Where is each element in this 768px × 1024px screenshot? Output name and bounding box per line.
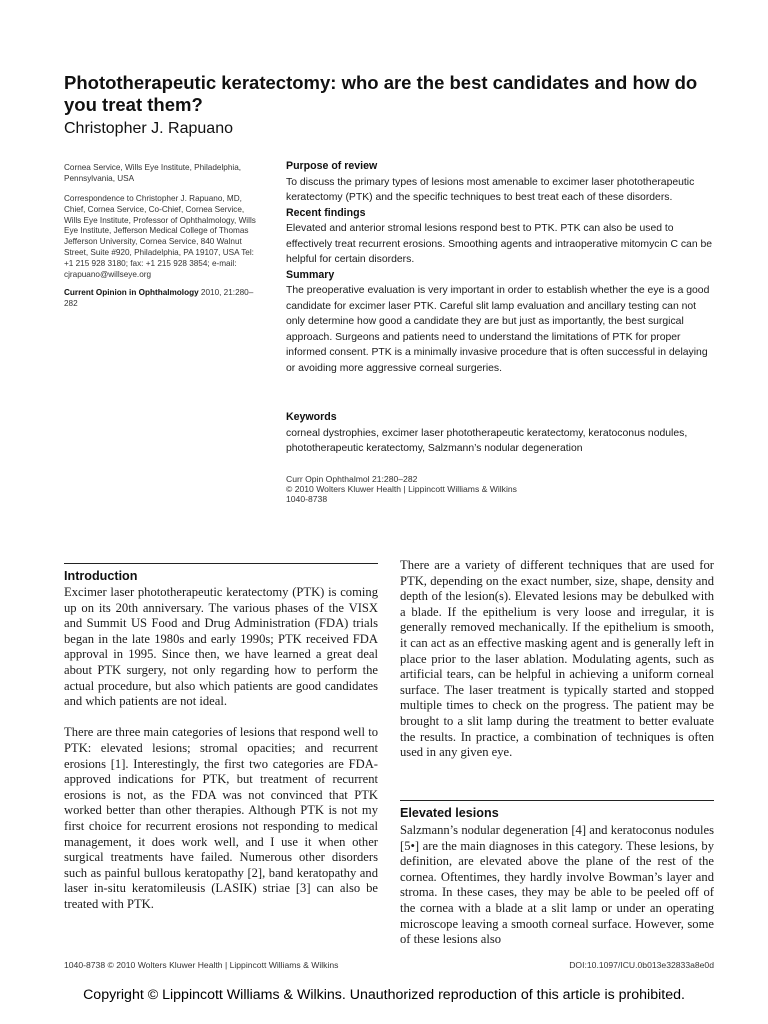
keywords-block: [286, 410, 716, 457]
summary-text: The preoperative evaluation is very important in order to establish whether the eye is a good candidate for excimer laser PTK. Careful slit lamp evaluation and ancillary testing can not only determine how good a candidate they are but just as importantly, the best surgical approach. Surgeons and patients need to understand the limitations of PTK for proper informed consent. PTK is a minimally invasive procedure that is often successful in delaying or avoiding more aggressive corneal surgeries.: [286, 285, 710, 374]
introduction-body: [64, 585, 378, 912]
keywords-heading: Keywords: [286, 411, 337, 423]
purpose-text: To discuss the primary types of lesions most amenable to excimer laser phototherapeutic keratectomy (PTK) and the specific techniques to best treat each of these disorders.: [286, 176, 695, 203]
abstract: [286, 159, 716, 376]
correspondence-info: Correspondence to Christopher J. Rapuano, MD, Chief, Cornea Service, Co-Chief, Cornea Service, Wills Eye Institute, Professor of Ophthalmology, Wills Eye Institute, Jefferson Medical College of Thomas Jefferson University, Cornea Service, 840 Walnut Street, Suite #920, Philadelphia, PA 19107, USA Tel: +1 215 928 3180; fax: +1 215 928 3854; e-mail: cjrapuano@willseye.org: [64, 194, 256, 279]
findings-text: Elevated and anterior stromal lesions respond best to PTK. PTK can also be used to effectively treat recurrent erosions. Smoothing agents and intraoperative mitomycin C can be helpful for certain disorders.: [286, 223, 713, 265]
citation-issn: 1040-8738: [286, 494, 328, 504]
elevated-lesions-paragraph: Salzmann’s nodular degeneration [4] and keratoconus nodules [5•] are the main diagnoses in this category. These lesions, by definition, are elevated above the plane of the rest of the cornea. Oftentimes, they hardly involve Bowman’s layer and stroma. In these cases, they may be able to be peeled off of the cornea with a blade at a slit lamp or under an operating microscope leaving a smooth corneal surface. However, some of these lesions also: [400, 823, 714, 947]
techniques-paragraph: There are a variety of different techniques that are used for PTK, depending on the exact number, size, shape, density and depth of the lesion(s). Elevated lesions may be debulked with a blade. If the epithelium is very loose and irregular, it is generally removed mechanically. If the epithelium is smooth, it can act as an effective masking agent and is generally left in place prior to the laser ablation. Modulating agents, such as artificial tears, can be helpful in achieving a uniform corneal surface. The laser treatment is typically started and stopped multiple times to check on the progress. The patient may be brought to a slit lamp during the treatment to better evaluate the results. In practice, a combination of techniques is often used in any given eye.: [400, 558, 714, 760]
elevated-lesions-heading: Elevated lesions: [400, 806, 499, 820]
elevated-lesions-body: [400, 823, 714, 948]
findings-heading: Recent findings: [286, 206, 366, 219]
copyright-notice: Copyright © Lippincott Williams & Wilkins. Unauthorized reproduction of this article is prohibited.: [83, 987, 685, 1003]
citation-block: [286, 474, 517, 504]
journal-volume: 2010, 21:280–282: [64, 288, 254, 308]
author-affiliation: Cornea Service, Wills Eye Institute, Philadelphia, Pennsylvania, USA: [64, 163, 242, 183]
summary-heading: Summary: [286, 268, 335, 281]
techniques-body: [400, 558, 714, 761]
section-divider: [64, 563, 378, 564]
citation-copyright: © 2010 Wolters Kluwer Health | Lippincott Williams & Wilkins: [286, 484, 517, 494]
journal-reference: [64, 288, 260, 310]
introduction-paragraph: There are three main categories of lesions that respond well to PTK: elevated lesions; stromal opacities; and recurrent erosions [1]. Interestingly, the first two categories are FDA-approved indications for PTK, but treatment of recurrent erosions is not, as the FDA was not convinced that PTK worked better than other therapies. Although PTK is not my first choice for recurrent erosions not responding to medical management, it does work well, and I use it when other surgical treatments have failed. Numerous other disorders such as painful bullous keratopathy [2], band keratopathy and laser in-situ keratomileusis (LASIK) striae [3] can also be treated with PTK.: [64, 725, 378, 911]
footer-doi: DOI:10.1097/ICU.0b013e32833a8e0d: [569, 960, 714, 970]
footer-left: 1040-8738 © 2010 Wolters Kluwer Health | Lippincott Williams & Wilkins: [64, 960, 339, 970]
keywords-text: corneal dystrophies, excimer laser phototherapeutic keratectomy, keratoconus nodules, phototherapeutic keratectomy, Salzmann’s nodular degeneration: [286, 427, 688, 454]
purpose-heading: Purpose of review: [286, 160, 378, 172]
journal-name: Current Opinion in Ophthalmology: [64, 288, 199, 297]
introduction-paragraph: Excimer laser phototherapeutic keratectomy (PTK) is coming up on its 20th anniversary. The various phases of the VISX and Summit US Food and Drug Administration (FDA) trials began in the late 1980s and early 1990s; PTK received FDA approval in 1995. Since then, we have learned a great deal about PTK surgery, not only regarding how to perform the actual procedure, but also which patients are good candidates and which patients are not ideal.: [64, 585, 378, 709]
author-name: Christopher J. Rapuano: [64, 120, 233, 137]
article-title: Phototherapeutic keratectomy: who are the best candidates and how do you treat them?: [64, 72, 698, 115]
section-divider: [400, 800, 714, 801]
citation-line: Curr Opin Ophthalmol 21:280–282: [286, 474, 418, 484]
introduction-heading: Introduction: [64, 569, 138, 583]
